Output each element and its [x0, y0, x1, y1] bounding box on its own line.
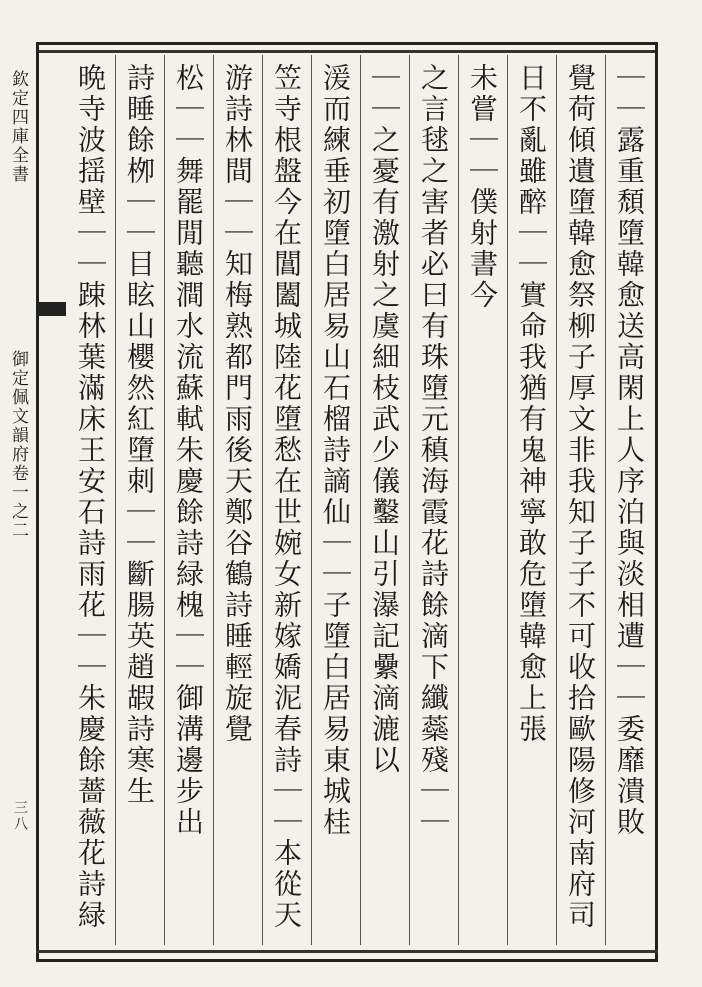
text-column: 游詩林間｜｜知梅熟都門雨後天鄭谷鶴詩睡輕旋覺 — [213, 55, 262, 945]
text-column: 晩寺波揺壁｜｜踈林葉滿床王安石詩雨花｜｜朱慶餘薔薇花詩緑 — [74, 63, 107, 931]
text-column: 覺荷傾遺墮韓愈祭柳子厚文非我知子子不可收拾歐陽修河南府司 — [556, 55, 605, 945]
chapter-title: 御定佩文韻府卷一之二 — [8, 350, 28, 540]
text-columns — [66, 55, 654, 945]
fish-tail-mark — [36, 302, 66, 316]
book-title: 欽定四庫全書 — [8, 70, 28, 184]
bottom-rule — [36, 950, 658, 953]
text-column: 笠寺根盤今在閶闔城陸花墮愁在世婉女新嫁嬌泥春詩｜｜本從天 — [262, 55, 311, 945]
text-column: 詩睡餘栁｜｜目眩山櫻然紅墮刺｜｜斷腸英趙嘏詩寒生 — [115, 55, 164, 945]
text-column: 日不亂雖醉｜｜實命我猶有鬼神寧敢危墮韓愈上張 — [507, 55, 556, 945]
text-column: 之言毬之害者必曰有珠墮元稹海霞花詩餘滴下纖蘂殘｜｜ — [409, 55, 458, 945]
text-column: ｜｜露重頹墮韓愈送高閑上人序泊與淡相遭｜｜委靡潰敗 — [605, 55, 654, 945]
text-column: 未嘗｜｜僕射書今 — [458, 55, 507, 945]
text-column: ｜｜之憂有激射之虞細枝武少儀鑿山引瀑記纍滴漉以 — [360, 55, 409, 945]
page-number: 三八 — [12, 800, 28, 832]
text-column: 松｜｜舞罷閒聽澗水流蘇軾朱慶餘詩緑槐｜｜御溝邊步出 — [164, 55, 213, 945]
text-column: 湲而練垂初墮白居易山石榴詩謫仙｜｜子墮白居易東城桂 — [311, 55, 360, 945]
page-margin — [0, 60, 36, 940]
